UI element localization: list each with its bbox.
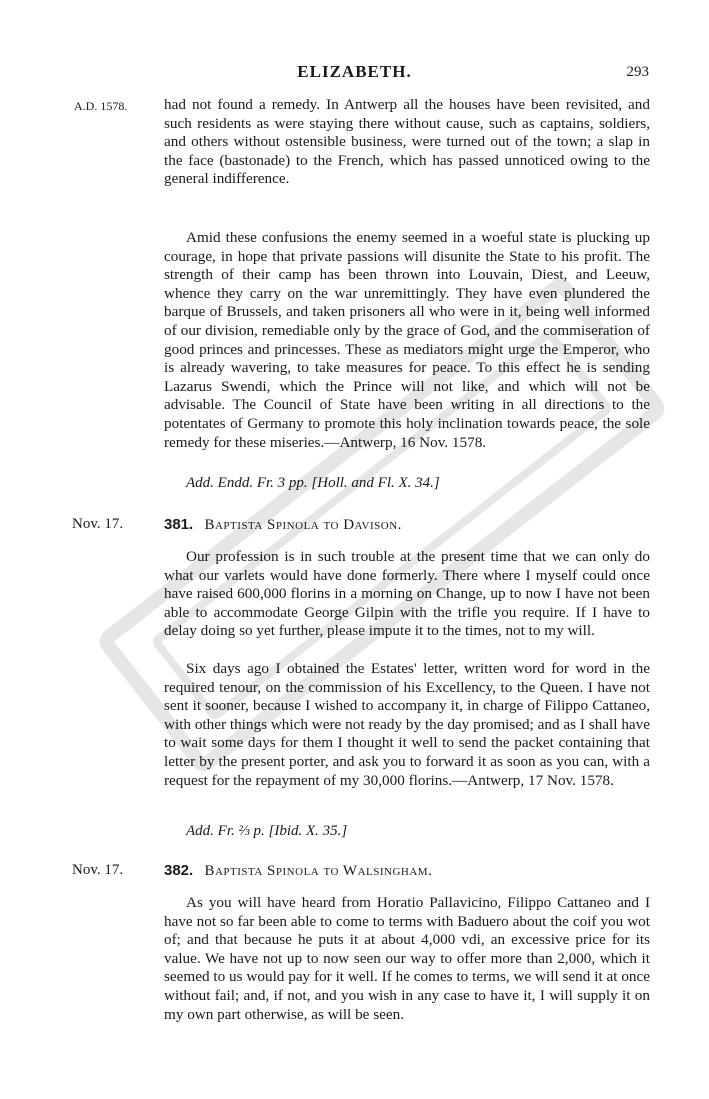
citation-continued: Add. Endd. Fr. 3 pp. [Holl. and Fl. X. 34.]	[186, 475, 440, 491]
entry-title-text: Baptista Spinola to Walsingham.	[204, 863, 433, 879]
entry-date: Nov. 17.	[72, 862, 124, 878]
entry-paragraph: Our profession is in such trouble at the present time that we can only do what our varlets would have done formerly. There where I myself could once have raised 600,000 florins in a morning on Change, up to now I have not been able to accommodate George Gilpin with the trifle you require. If I have to delay doing so yet further, please impute it to the times, not to my will.	[164, 548, 650, 640]
entry-381-body	[164, 548, 650, 641]
entry-paragraph: Six days ago I obtained the Estates' letter, written word for word in the required tenour, on the commission of his Excellency, to the Queen. I have not sent it sooner, because I wished to accompany it, in charge of Filippo Cattaneo, with other things which were not ready by the day promised; and as I shall have to wait some days for them I thought it well to send the packet containing that letter by the present porter, and ask you to forward it as soon as you can, with a request for the repayment of my 30,000 florins.—Antwerp, 17 Nov. 1578.	[164, 660, 650, 789]
entry-title	[164, 516, 402, 534]
entry-381-body-2	[164, 660, 650, 790]
entry-paragraph: As you will have heard from Horatio Pallavicino, Filippo Cattaneo and I have not so far been able to come to terms with Baduero about the coif you wot of; and that because he puts it at about 4,000 vdi, an excessive price for its value. We have not up to now seen our way to offer more than 2,000, which it seemed to us would pay for it well. If he comes to terms, we will send it at once without fail; and, if not, and you wish in any case to have it, I will supply it on my own part otherwise, as will be seen.	[164, 894, 650, 1023]
entry-date: Nov. 17.	[72, 516, 124, 532]
entry-382-body	[164, 894, 650, 1024]
continued-paragraph-2: Amid these confusions the enemy seemed in a woeful state is plucking up courage, in hope that private passions will disunite the State to his profit. The strength of their camp has been thrown into Louvain, Diest, and Leeuw, whence they carry on the war unremittingly. They have even plundered the barque of Brussels, and taken prisoners all who were in it, being well informed of our division, remediable only by the grace of God, and the commiseration of good princes and princesses. These as mediators might urge the Emperor, who is already wavering, to take measures for peace. To this effect he is sending Lazarus Swendi, which the Prince will not like, and which will not be advisable. The Council of State have been writing in all directions to the potentates of Germany to promote this holy inclination towards peace, the sole remedy for these miseries.—Antwerp, 16 Nov. 1578.	[164, 229, 650, 451]
entry-heading-381	[0, 516, 709, 536]
running-head: ELIZABETH.	[297, 62, 412, 81]
continued-paragraph-1: had not found a remedy. In Antwerp all the houses have been revisited, and such residents as were staying there without cause, such as captains, soldiers, and others without ostensible business, were turned out of the town; a slap in the face (bastonade) to the French, which has passed unnoticed owing to the general indifference.	[164, 96, 650, 188]
citation: Add. Fr. ⅔ p. [Ibid. X. 35.]	[186, 823, 348, 839]
continued-letter-2	[164, 229, 650, 452]
entry-title	[164, 862, 432, 880]
entry-number: 381.	[164, 516, 194, 533]
entry-381-citation	[164, 822, 650, 840]
year-margin-note: A.D. 1578.	[74, 99, 128, 113]
citation-block	[164, 474, 650, 492]
entry-number: 382.	[164, 862, 194, 879]
entry-heading-382	[0, 862, 709, 882]
continued-letter	[164, 96, 650, 189]
entry-title-text: Baptista Spinola to Davison.	[204, 517, 402, 533]
page-number: 293	[626, 64, 649, 80]
